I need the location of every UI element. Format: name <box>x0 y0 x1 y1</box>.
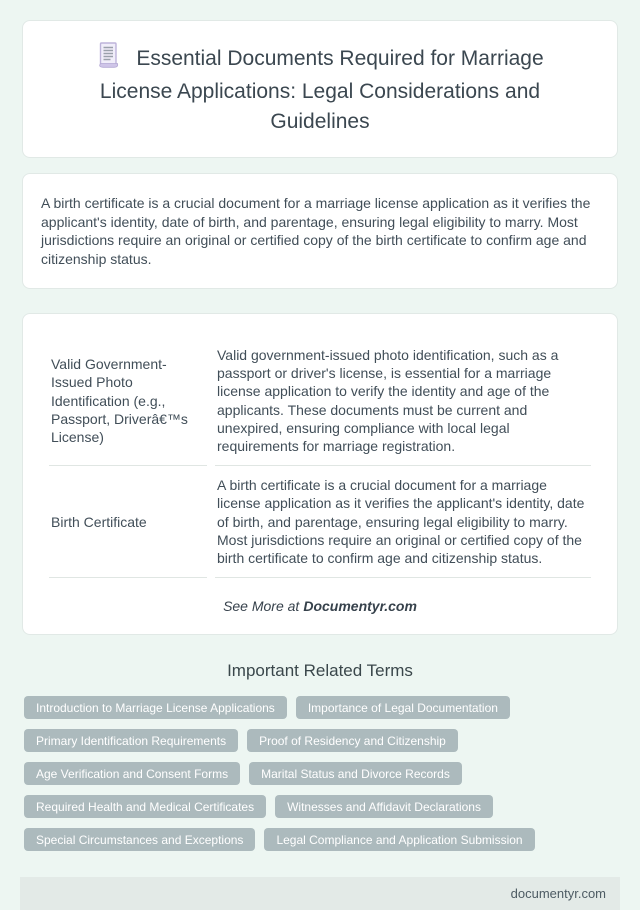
related-term-tag[interactable]: Witnesses and Affidavit Declarations <box>275 795 493 818</box>
related-term-tag[interactable]: Marital Status and Divorce Records <box>249 762 462 785</box>
related-terms-heading: Important Related Terms <box>227 661 413 681</box>
related-term-tag[interactable]: Age Verification and Consent Forms <box>24 762 240 785</box>
related-term-tag[interactable]: Proof of Residency and Citizenship <box>247 729 458 752</box>
document-term-cell: Birth Certificate <box>49 466 207 578</box>
document-description-cell: A birth certificate is a crucial document for a marriage license application as it verifies the applicant's identity, date of birth, and parentage, ensuring legal eligibility to marry. Most jurisdictions require an original or certified copy of the birth certificate to confirm age and citizenship status. <box>215 466 591 578</box>
header-card <box>22 20 618 158</box>
see-more-line <box>41 598 599 614</box>
document-term-cell: Valid Government-Issued Photo Identification (e.g., Passport, Driverâ€™s License) <box>49 336 207 466</box>
related-term-tag[interactable]: Primary Identification Requirements <box>24 729 238 752</box>
footer-site-link[interactable]: documentyr.com <box>510 886 606 902</box>
related-term-tag[interactable]: Importance of Legal Documentation <box>296 696 510 719</box>
documents-table-body <box>49 336 591 578</box>
documents-table <box>41 336 599 578</box>
intro-card <box>22 173 618 289</box>
see-more-text: See More at <box>223 598 300 615</box>
table-row <box>49 466 591 578</box>
document-description-cell: Valid government-issued photo identification, such as a passport or driver's license, is essential for a marriage license application to verify the identity and age of the applicants. These documents must be current and unexpired, ensuring compliance with local legal requirements for marriage registration. <box>215 336 591 466</box>
footer-bar <box>20 877 620 910</box>
related-terms-list <box>24 696 616 851</box>
related-term-tag[interactable]: Legal Compliance and Application Submission <box>264 828 534 851</box>
receipt-icon <box>96 42 120 77</box>
see-more-brand: Documentyr.com <box>303 598 417 615</box>
related-term-tag[interactable]: Required Health and Medical Certificates <box>24 795 266 818</box>
documents-table-card <box>22 313 618 635</box>
intro-paragraph: A birth certificate is a crucial document for a marriage license application as it verifies the applicant's identity, date of birth, and parentage, ensuring legal eligibility to marry. Most jurisdictions require an original or certified copy of the birth certificate to confirm age and citizenship status. <box>41 195 591 267</box>
related-term-tag[interactable]: Introduction to Marriage License Applications <box>24 696 287 719</box>
table-row <box>49 336 591 466</box>
page-title-line-1 <box>49 40 591 77</box>
page-title-text: Essential Documents Required for Marriage <box>136 47 544 70</box>
page-title <box>49 40 591 136</box>
page-title-line-2: License Applications: Legal Considerations and <box>99 80 541 104</box>
related-term-tag[interactable]: Special Circumstances and Exceptions <box>24 828 255 851</box>
page-title-line-3: Guidelines <box>270 109 370 133</box>
